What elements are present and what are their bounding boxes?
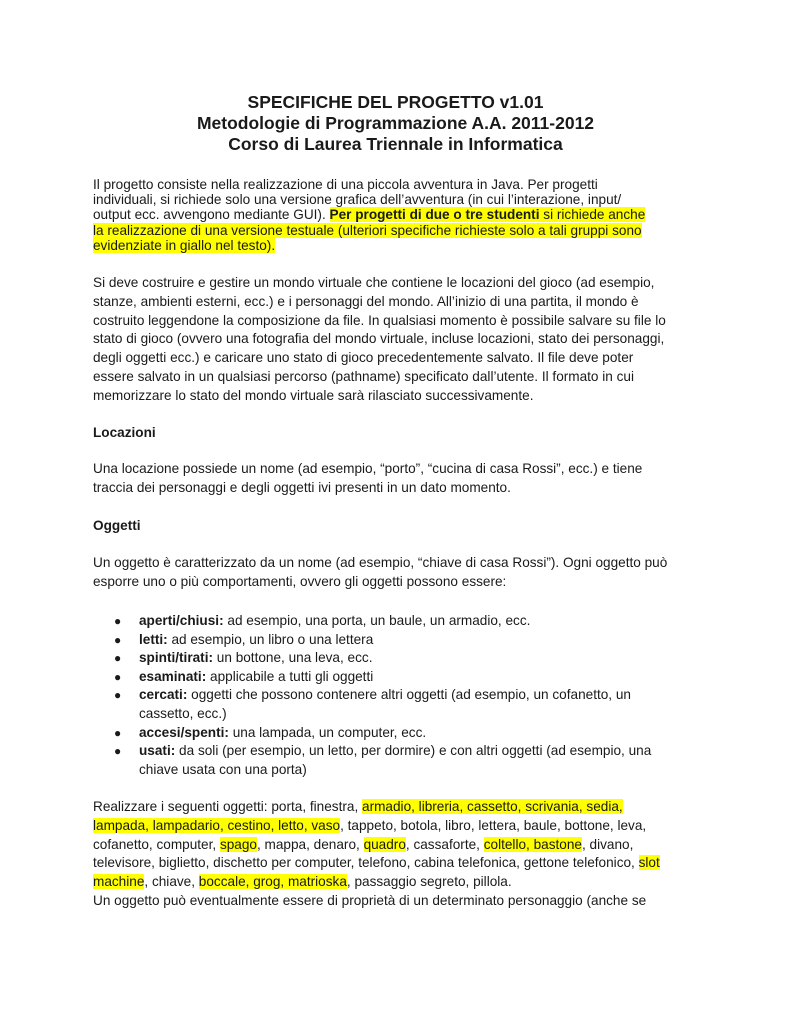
section-heading-locazioni: Locazioni [93, 425, 156, 440]
document-title [0, 92, 791, 155]
list-item [93, 686, 703, 723]
section-heading-oggetti: Oggetti [93, 518, 141, 533]
list-item-term: spinti/tirati: [139, 650, 214, 666]
bullet-icon: ● [114, 688, 122, 703]
intro-line-5: evidenziate in giallo nel testo). [93, 237, 276, 253]
bullet-icon: ● [114, 651, 122, 666]
bullet-icon: ● [114, 725, 122, 740]
realize-highlight: slot [638, 855, 660, 871]
world-line-4: stato di gioco (ovvero una fotografia del mondo virtuale, incluse locazioni, stato dei personaggi, [93, 331, 665, 347]
world-line-3: costruito leggendone la composizione da file. In qualsiasi momento è possibile salvare su file lo [93, 312, 666, 328]
list-item-text-cont: cassetto, ecc.) [139, 705, 227, 721]
list-item [93, 742, 703, 779]
world-line-5: degli oggetti ecc.) e caricare uno stato di gioco precedentemente salvato. Il file deve poter [93, 350, 634, 366]
realize-text: televisore, biglietto, dischetto per computer, telefono, cabina telefonica, gettone telefonico, [93, 855, 639, 871]
list-item-term: accesi/spenti: [139, 724, 229, 740]
realize-text: , divano, [581, 836, 634, 852]
realize-highlight: quadro [363, 836, 406, 852]
realize-highlight: boccale, grog, matrioska [198, 874, 347, 890]
intro-line-2: individuali, si richiede solo una versione grafica dell’avventura (in cui l’interazione, input/ [93, 192, 622, 208]
realize-line-4 [93, 854, 703, 873]
oggetti-line-2: esporre uno o più comportamenti, ovvero gli oggetti possono essere: [93, 573, 507, 589]
bullet-icon: ● [114, 632, 122, 647]
intro-line-4: la realizzazione di una versione testuale (ulteriori specifiche richieste solo a tali gruppi sono [93, 222, 642, 238]
world-line-6: essere salvato in un qualsiasi percorso (pathname) specificato dall’utente. Il formato in cui [93, 368, 635, 384]
world-line-7: memorizzare lo stato del mondo virtuale sarà rilasciato successivamente. [93, 387, 534, 403]
realize-highlight: lampada, lampadario, cestino, letto, vaso [93, 817, 341, 833]
realize-line-6: Un oggetto può eventualmente essere di proprietà di un determinato personaggio (anche se [93, 892, 647, 908]
realize-text: , chiave, [144, 874, 199, 890]
locazioni-line-2: traccia dei personaggi e degli oggetti ivi presenti in un dato momento. [93, 479, 511, 495]
list-item-text: da soli (per esempio, un letto, per dormire) e con altri oggetti (ad esempio, una [175, 743, 652, 759]
bullet-icon: ● [114, 669, 122, 684]
realize-text: Realizzare i seguenti oggetti: porta, finestra, [93, 799, 363, 814]
list-item-text: ad esempio, una porta, un baule, un armadio, ecc. [223, 613, 531, 628]
list-item [93, 612, 703, 631]
locazioni-line-1: Una locazione possiede un nome (ad esempio, “porto”, “cucina di casa Rossi”, ecc.) e tiene [93, 461, 643, 476]
list-item [93, 631, 703, 650]
realize-highlight: coltello, bastone [483, 836, 582, 852]
world-line-2: stanze, ambienti esterni, ecc.) e i personaggi del mondo. All’inizio di una partita, il mondo è [93, 293, 639, 309]
list-item-text: un bottone, una leva, ecc. [213, 650, 373, 666]
list-item-term: aperti/chiusi: [139, 613, 224, 628]
realize-text: cofanetto, computer, [93, 836, 220, 852]
realize-line-2 [93, 817, 703, 836]
realize-highlight: spago [219, 836, 257, 852]
oggetti-paragraph [93, 554, 703, 592]
realize-line-1 [93, 798, 703, 817]
intro-line-1: Il progetto consiste nella realizzazione di una piccola avventura in Java. Per progetti [93, 177, 598, 192]
realize-line-5 [93, 873, 703, 892]
realize-text: , cassaforte, [405, 836, 484, 852]
locazioni-paragraph [93, 460, 703, 498]
list-item-text-cont: chiave usata con una porta) [139, 761, 307, 777]
realize-text: , tappeto, botola, libro, lettera, baule, bottone, leva, [340, 817, 647, 833]
list-item-term: usati: [139, 743, 176, 759]
list-item-text: una lampada, un computer, ecc. [228, 724, 427, 740]
realize-highlight: machine [93, 874, 145, 890]
realize-text: , mappa, denaro, [257, 836, 364, 852]
realize-paragraph [93, 798, 703, 911]
list-item-text: ad esempio, un libro o una lettera [167, 631, 374, 647]
title-line-2: Metodologie di Programmazione A.A. 2011-2012 [196, 113, 595, 133]
intro-paragraph [93, 177, 703, 253]
title-line-1: SPECIFICHE DEL PROGETTO v1.01 [247, 92, 544, 112]
list-item-term: esaminati: [139, 668, 207, 684]
bullet-icon: ● [114, 744, 122, 759]
behaviour-list [93, 612, 703, 779]
list-item-term: cercati: [139, 687, 188, 703]
realize-line-3 [93, 836, 703, 855]
title-line-3: Corso di Laurea Triennale in Informatica [228, 134, 563, 154]
oggetti-line-1: Un oggetto è caratterizzato da un nome (ad esempio, “chiave di casa Rossi”). Ogni oggetto può [93, 555, 668, 570]
list-item [93, 649, 703, 668]
intro-line-3a: output ecc. avvengono mediante GUI). [93, 207, 330, 223]
intro-line-3c: si richiede anche [539, 207, 646, 223]
world-line-1: Si deve costruire e gestire un mondo virtuale che contiene le locazioni del gioco (ad esempio, [93, 275, 655, 290]
intro-highlight-groups: Per progetti di due o tre studenti [329, 207, 540, 223]
intro-line-3 [93, 207, 703, 222]
world-paragraph [93, 274, 703, 406]
list-item [93, 724, 703, 743]
realize-text: , passaggio segreto, pillola. [346, 874, 512, 890]
list-item-text: oggetti che possono contenere altri oggetti (ad esempio, un cofanetto, un [187, 687, 631, 703]
bullet-icon: ● [114, 614, 122, 628]
list-item-term: letti: [139, 631, 168, 647]
list-item [93, 668, 703, 687]
realize-highlight: armadio, libreria, cassetto, scrivania, sedia, [362, 799, 623, 814]
list-item-text: applicabile a tutti gli oggetti [206, 668, 374, 684]
